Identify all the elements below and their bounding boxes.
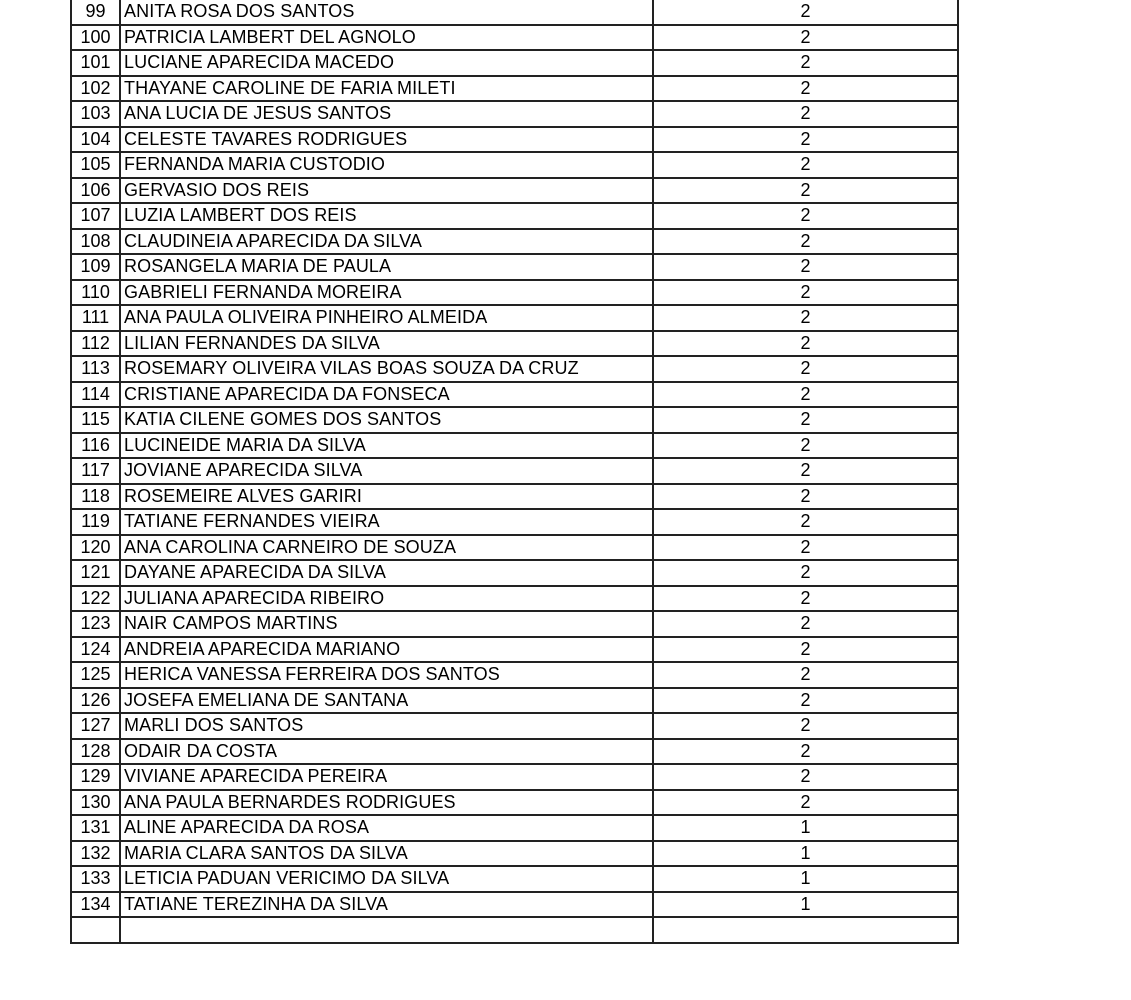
row-name-cell: DAYANE APARECIDA DA SILVA — [120, 560, 653, 586]
row-value-cell: 2 — [653, 560, 958, 586]
table-row — [71, 662, 958, 688]
table-row — [71, 637, 958, 663]
row-name-cell: LUZIA LAMBERT DOS REIS — [120, 203, 653, 229]
table-row — [71, 433, 958, 459]
row-value-cell: 2 — [653, 152, 958, 178]
table-row — [71, 305, 958, 331]
table-row — [71, 688, 958, 714]
row-number-cell: 107 — [71, 203, 120, 229]
row-value-cell: 2 — [653, 25, 958, 51]
table-row — [71, 331, 958, 357]
row-name-cell: VIVIANE APARECIDA PEREIRA — [120, 764, 653, 790]
row-number-cell: 110 — [71, 280, 120, 306]
row-value-cell: 2 — [653, 458, 958, 484]
row-number-cell: 133 — [71, 866, 120, 892]
row-value-cell: 1 — [653, 841, 958, 867]
row-name-cell: ANITA ROSA DOS SANTOS — [120, 0, 653, 25]
table-row — [71, 458, 958, 484]
table-row — [71, 841, 958, 867]
row-number-cell: 109 — [71, 254, 120, 280]
row-number-cell: 118 — [71, 484, 120, 510]
row-name-cell: MARLI DOS SANTOS — [120, 713, 653, 739]
table-row — [71, 815, 958, 841]
row-name-cell: GERVASIO DOS REIS — [120, 178, 653, 204]
table-row — [71, 254, 958, 280]
table-row — [71, 382, 958, 408]
row-name-cell: JOVIANE APARECIDA SILVA — [120, 458, 653, 484]
table-row — [71, 152, 958, 178]
table-row — [71, 229, 958, 255]
table-row — [71, 713, 958, 739]
row-value-cell: 2 — [653, 127, 958, 153]
row-name-cell: FERNANDA MARIA CUSTODIO — [120, 152, 653, 178]
row-name-cell: NAIR CAMPOS MARTINS — [120, 611, 653, 637]
row-name-cell: JOSEFA EMELIANA DE SANTANA — [120, 688, 653, 714]
row-number-cell: 113 — [71, 356, 120, 382]
table-row — [71, 866, 958, 892]
row-value-cell: 2 — [653, 178, 958, 204]
table-row — [71, 535, 958, 561]
row-value-cell: 2 — [653, 101, 958, 127]
row-name-cell: JULIANA APARECIDA RIBEIRO — [120, 586, 653, 612]
row-name-cell — [120, 917, 653, 943]
row-name-cell: HERICA VANESSA FERREIRA DOS SANTOS — [120, 662, 653, 688]
row-value-cell: 2 — [653, 739, 958, 765]
row-number-cell: 103 — [71, 101, 120, 127]
table-row — [71, 178, 958, 204]
row-value-cell: 2 — [653, 50, 958, 76]
row-value-cell: 2 — [653, 662, 958, 688]
table-row — [71, 586, 958, 612]
row-name-cell: THAYANE CAROLINE DE FARIA MILETI — [120, 76, 653, 102]
table-row — [71, 407, 958, 433]
row-number-cell: 108 — [71, 229, 120, 255]
row-value-cell: 2 — [653, 229, 958, 255]
row-name-cell: LUCINEIDE MARIA DA SILVA — [120, 433, 653, 459]
row-value-cell: 2 — [653, 203, 958, 229]
row-name-cell: TATIANE FERNANDES VIEIRA — [120, 509, 653, 535]
ranking-table — [70, 0, 959, 944]
table-row-partial — [71, 917, 958, 943]
row-name-cell: ROSEMEIRE ALVES GARIRI — [120, 484, 653, 510]
table-row — [71, 509, 958, 535]
row-name-cell: ROSEMARY OLIVEIRA VILAS BOAS SOUZA DA CRUZ — [120, 356, 653, 382]
row-value-cell: 2 — [653, 254, 958, 280]
row-number-cell: 105 — [71, 152, 120, 178]
row-value-cell: 2 — [653, 688, 958, 714]
row-number-cell: 104 — [71, 127, 120, 153]
row-value-cell: 2 — [653, 611, 958, 637]
row-number-cell: 112 — [71, 331, 120, 357]
row-number-cell — [71, 917, 120, 943]
row-number-cell: 123 — [71, 611, 120, 637]
table-row — [71, 790, 958, 816]
row-name-cell: CELESTE TAVARES RODRIGUES — [120, 127, 653, 153]
row-name-cell: PATRICIA LAMBERT DEL AGNOLO — [120, 25, 653, 51]
row-number-cell: 130 — [71, 790, 120, 816]
table-row — [71, 25, 958, 51]
row-number-cell: 106 — [71, 178, 120, 204]
row-name-cell: LUCIANE APARECIDA MACEDO — [120, 50, 653, 76]
row-value-cell: 2 — [653, 407, 958, 433]
table-row — [71, 356, 958, 382]
row-value-cell: 1 — [653, 866, 958, 892]
table-row — [71, 76, 958, 102]
row-value-cell: 2 — [653, 637, 958, 663]
row-number-cell: 128 — [71, 739, 120, 765]
row-number-cell: 102 — [71, 76, 120, 102]
table-row — [71, 764, 958, 790]
row-value-cell: 2 — [653, 0, 958, 25]
table-row — [71, 203, 958, 229]
row-name-cell: ODAIR DA COSTA — [120, 739, 653, 765]
row-number-cell: 114 — [71, 382, 120, 408]
row-number-cell: 115 — [71, 407, 120, 433]
row-number-cell: 117 — [71, 458, 120, 484]
row-value-cell: 2 — [653, 356, 958, 382]
row-value-cell: 2 — [653, 713, 958, 739]
row-number-cell: 111 — [71, 305, 120, 331]
row-value-cell: 1 — [653, 892, 958, 918]
row-value-cell: 1 — [653, 815, 958, 841]
table-row — [71, 280, 958, 306]
row-name-cell: ANA PAULA BERNARDES RODRIGUES — [120, 790, 653, 816]
row-number-cell: 131 — [71, 815, 120, 841]
table-row — [71, 50, 958, 76]
row-number-cell: 120 — [71, 535, 120, 561]
table-row — [71, 739, 958, 765]
row-name-cell: CLAUDINEIA APARECIDA DA SILVA — [120, 229, 653, 255]
document-page — [70, 0, 957, 944]
row-number-cell: 121 — [71, 560, 120, 586]
table-row — [71, 0, 958, 25]
row-number-cell: 101 — [71, 50, 120, 76]
table-row — [71, 101, 958, 127]
row-value-cell: 2 — [653, 280, 958, 306]
row-number-cell: 124 — [71, 637, 120, 663]
row-number-cell: 119 — [71, 509, 120, 535]
row-value-cell: 2 — [653, 535, 958, 561]
row-number-cell: 125 — [71, 662, 120, 688]
row-name-cell: LETICIA PADUAN VERICIMO DA SILVA — [120, 866, 653, 892]
row-name-cell: ANA CAROLINA CARNEIRO DE SOUZA — [120, 535, 653, 561]
table-row — [71, 892, 958, 918]
row-value-cell — [653, 917, 958, 943]
row-name-cell: ALINE APARECIDA DA ROSA — [120, 815, 653, 841]
table-row — [71, 127, 958, 153]
row-name-cell: ANDREIA APARECIDA MARIANO — [120, 637, 653, 663]
row-number-cell: 129 — [71, 764, 120, 790]
row-value-cell: 2 — [653, 382, 958, 408]
row-value-cell: 2 — [653, 305, 958, 331]
row-name-cell: LILIAN FERNANDES DA SILVA — [120, 331, 653, 357]
row-value-cell: 2 — [653, 433, 958, 459]
table-row — [71, 560, 958, 586]
row-name-cell: ROSANGELA MARIA DE PAULA — [120, 254, 653, 280]
row-number-cell: 126 — [71, 688, 120, 714]
row-value-cell: 2 — [653, 586, 958, 612]
row-number-cell: 132 — [71, 841, 120, 867]
table-row — [71, 611, 958, 637]
row-number-cell: 134 — [71, 892, 120, 918]
row-value-cell: 2 — [653, 509, 958, 535]
row-name-cell: MARIA CLARA SANTOS DA SILVA — [120, 841, 653, 867]
row-number-cell: 122 — [71, 586, 120, 612]
row-number-cell: 99 — [71, 0, 120, 25]
row-name-cell: KATIA CILENE GOMES DOS SANTOS — [120, 407, 653, 433]
row-name-cell: ANA PAULA OLIVEIRA PINHEIRO ALMEIDA — [120, 305, 653, 331]
table-row — [71, 484, 958, 510]
row-name-cell: TATIANE TEREZINHA DA SILVA — [120, 892, 653, 918]
row-number-cell: 116 — [71, 433, 120, 459]
row-name-cell: ANA LUCIA DE JESUS SANTOS — [120, 101, 653, 127]
row-value-cell: 2 — [653, 764, 958, 790]
row-name-cell: CRISTIANE APARECIDA DA FONSECA — [120, 382, 653, 408]
row-number-cell: 127 — [71, 713, 120, 739]
row-name-cell: GABRIELI FERNANDA MOREIRA — [120, 280, 653, 306]
row-number-cell: 100 — [71, 25, 120, 51]
row-value-cell: 2 — [653, 790, 958, 816]
table-body — [71, 0, 958, 943]
row-value-cell: 2 — [653, 484, 958, 510]
row-value-cell: 2 — [653, 331, 958, 357]
row-value-cell: 2 — [653, 76, 958, 102]
